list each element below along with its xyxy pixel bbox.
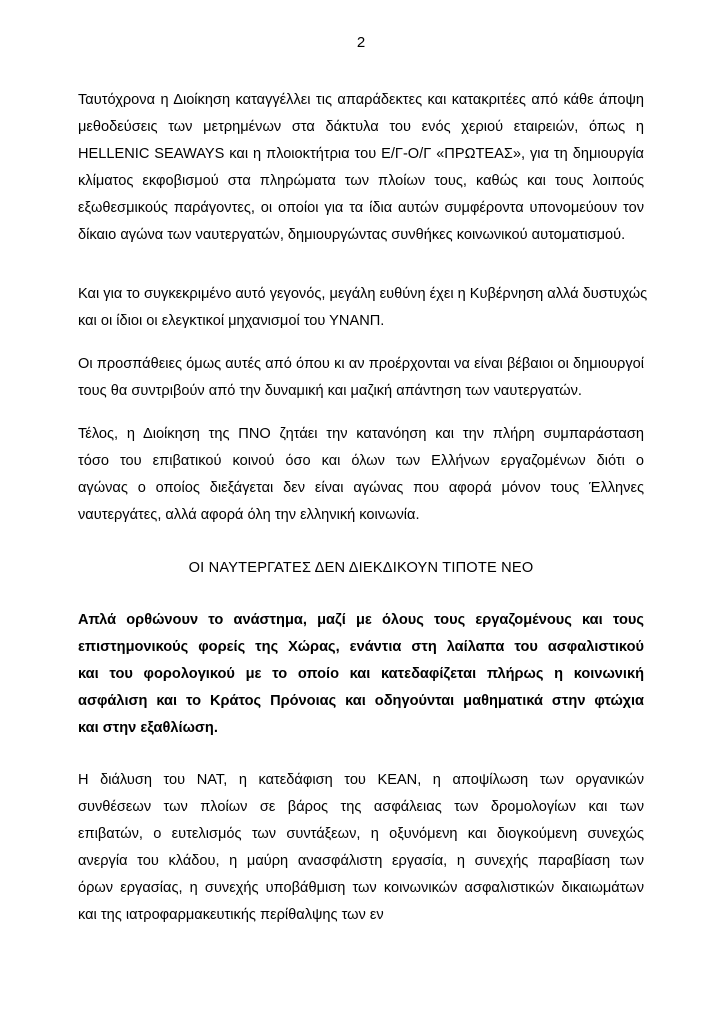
paragraph-line: δίκαιο αγώνα των ναυτεργατών, δημιουργώντας συνθήκες κοινωνικού αυτοματισμού.: [78, 227, 626, 243]
paragraph-line: και του φορολογικού με το οποίο και κατεδαφίζεται πλήρως η κοινωνική: [78, 666, 644, 682]
paragraph-line: Και για το συγκεκριμένο αυτό γεγονός, μεγάλη ευθύνη έχει η Κυβέρνηση αλλά δυστυχώς: [78, 286, 648, 302]
paragraph-line: μεθοδεύσεις των μετρημένων στα δάκτυλα του ενός χεριού εταιρειών, όπως η: [78, 119, 644, 135]
paragraph-line: κλίματος εκφοβισμού στα πληρώματα των πλοίων τους, καθώς και τους λοιπούς: [78, 173, 644, 189]
paragraph-line: Τέλος, η Διοίκηση της ΠΝΟ ζητάει την κατανόηση και την πλήρη συμπαράσταση: [78, 426, 644, 442]
paragraph-line: και της ιατροφαρμακευτικής περίθαλψης των εν: [78, 907, 384, 923]
paragraph-line: και στην εξαθλίωση.: [78, 720, 218, 736]
paragraph-line: ανεργία του κλάδου, η μαύρη ανασφάλιστη εργασία, η συνεχής παραβίαση των: [78, 853, 644, 869]
paragraph-line: όρων εργασίας, η συνεχής υποβάθμιση των κοινωνικών ασφαλιστικών δικαιωμάτων: [78, 880, 644, 896]
paragraph-line: Η διάλυση του ΝΑΤ, η κατεδάφιση του ΚΕΑΝ, η αποψίλωση των οργανικών: [78, 772, 644, 788]
paragraph-line: τους θα συντριβούν από την δυναμική και μαζική απάντηση των ναυτεργατών.: [78, 383, 582, 399]
paragraph-line: επιστημονικούς φορείς της Χώρας, ενάντια στη λαίλαπα του ασφαλιστικού: [78, 639, 644, 655]
bold-paragraph-stand: [78, 607, 644, 742]
paragraph-line: επιβατών, ο ευτελισμός των συντάξεων, η οξυνόμενη και διογκούμενη συνεχώς: [78, 826, 644, 842]
page-number: 2: [356, 34, 366, 51]
paragraph-government-responsibility: [78, 281, 648, 335]
paragraph-line: Απλά ορθώνουν το ανάστημα, μαζί με όλους τους εργαζομένους και τους: [78, 612, 644, 628]
paragraph-line: Οι προσπάθειες όμως αυτές από όπου κι αν προέρχονται να είναι βέβαιοι οι δημιουργοί: [78, 356, 644, 372]
paragraph-line: HELLENIC SEAWAYS και η πλοιοκτήτρια του Ε/Γ-Ο/Γ «ΠΡΩΤΕΑΣ», για τη δημιουργία: [78, 146, 644, 162]
paragraph-public-support: [78, 421, 644, 529]
paragraph-intimidation-complaint: [78, 87, 644, 249]
paragraph-line: τόσο του επιβατικού κοινού όσο και όλων των Ελλήνων εργαζομένων διότι ο: [78, 453, 644, 469]
paragraph-grievances: [78, 767, 644, 929]
paragraph-line: ασφάλιση και το Κράτος Πρόνοιας και οδηγούνται μαθηματικά στην φτώχια: [78, 693, 644, 709]
paragraph-line: εξωθεσμικούς παράγοντες, οι οποίοι για τα ίδια αυτών συμφέροντα υπονομεύουν τον: [78, 200, 644, 216]
paragraph-line: αγώνας ο οποίος διεξάγεται δεν είναι αγώνας που αφορά μόνον τους Έλληνες: [78, 480, 644, 496]
paragraph-line: συνθέσεων των πλοίων σε βάρος της ασφάλειας των δρομολογίων και των: [78, 799, 644, 815]
paragraph-line: και οι ίδιοι οι ελεγκτικοί μηχανισμοί του ΥΝΑΝΠ.: [78, 313, 385, 329]
section-heading: ΟΙ ΝΑΥΤΕΡΓΑΤΕΣ ΔΕΝ ΔΙΕΚΔΙΚΟΥΝ ΤΙΠΟΤΕ ΝΕΟ: [188, 560, 534, 576]
paragraph-line: ναυτεργάτες, αλλά αφορά όλη την ελληνική κοινωνία.: [78, 507, 420, 523]
paragraph-efforts-crushed: [78, 351, 644, 405]
paragraph-line: Ταυτόχρονα η Διοίκηση καταγγέλλει τις απαράδεκτες και κατακριτέες από κάθε άποψη: [78, 92, 644, 108]
